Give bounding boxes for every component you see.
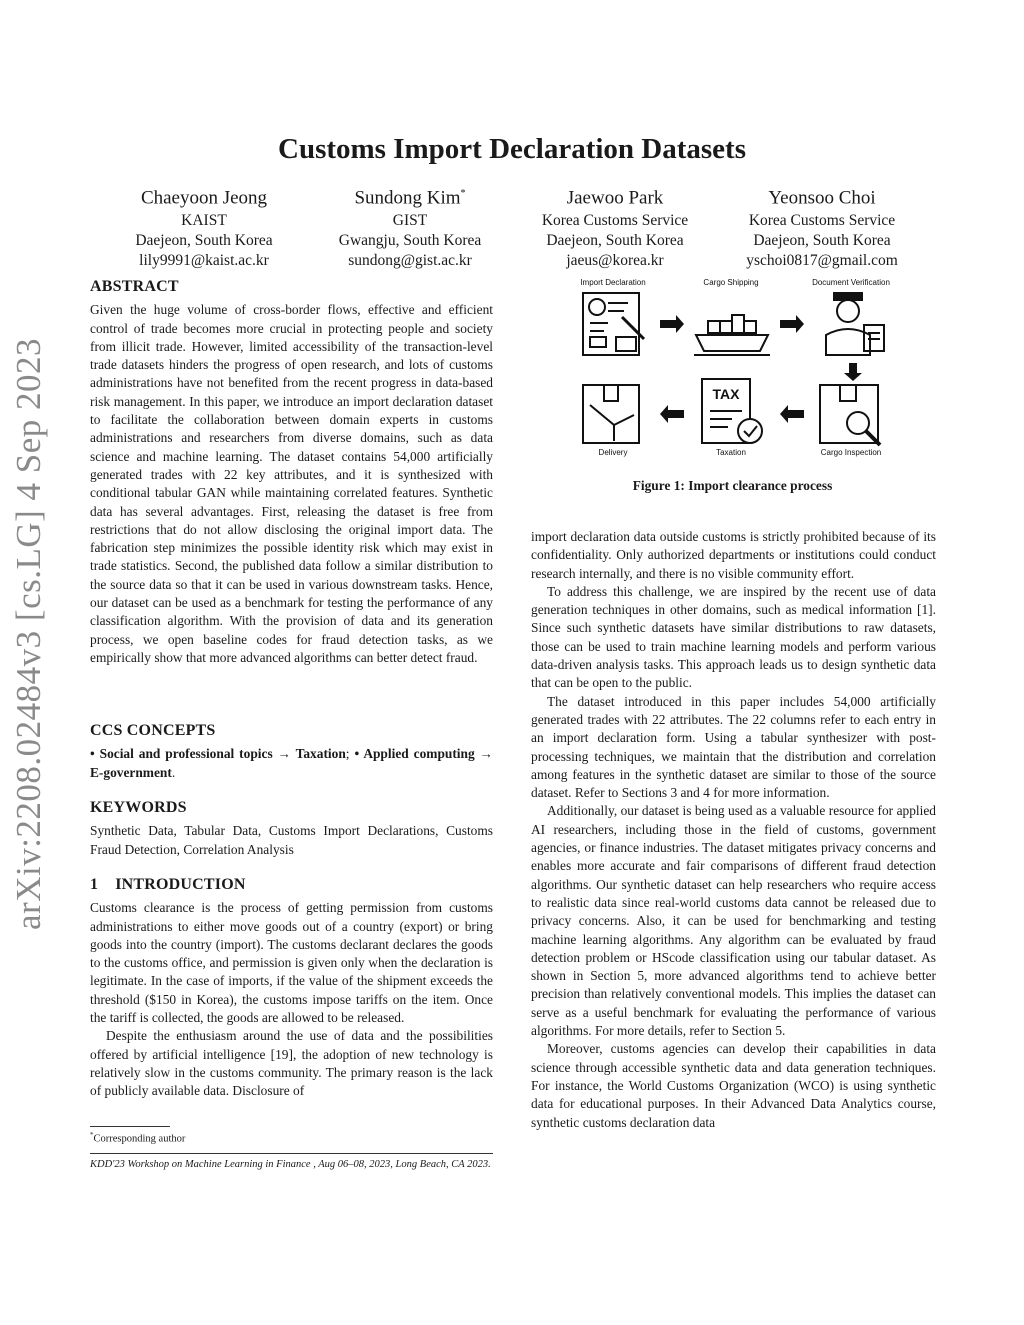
author-affiliation: KAIST	[181, 212, 227, 230]
author-block	[500, 180, 730, 271]
tax-label: TAX	[712, 386, 740, 402]
keywords-heading: KEYWORDS	[90, 799, 187, 816]
author-affiliation: Korea Customs Service	[748, 212, 896, 230]
author-name: Sundong Kim*	[354, 187, 466, 209]
author-name: Chaeyoon Jeong	[140, 187, 268, 209]
label-delivery: Delivery	[598, 448, 628, 457]
label-cargo-shipping: Cargo Shipping	[703, 278, 759, 287]
author-block	[89, 180, 319, 271]
arrow-right-icon	[660, 315, 684, 333]
figure-caption: Figure 1: Import clearance process	[632, 478, 833, 493]
keywords-text: Synthetic Data, Tabular Data, Customs Import Declarations, Customs Fraud Detection, Correlation Analysis	[90, 823, 493, 857]
author-location: Daejeon, South Korea	[753, 232, 891, 250]
abstract-text: Given the huge volume of cross-border flows, effective and efficient control of trade becomes more crucial in protecting people and society from illicit trade. However, limited accessibility of the transaction-level trade datasets hinders the progress of open research, and lots of customs administrations have not benefited from the recent progress in data-based risk management. In this paper, we introduce an import declaration dataset to facilitate the collaboration between domain experts in customs administrations and researchers from diverse domains, such as data science and machine learning. The dataset contains 54,000 artificially generated trades with 22 key attributes, and it is synthesized with conditional tabular GAN while maintaining correlated features. Synthetic data has several advantages. First, releasing the dataset is free from restrictions that do not allow disclosing the original import data. The fabrication step minimizes the possible identity risk which may exist in trade statistics. Second, the published data follow a similar distribution to the source data so that it can be used in various downstream tasks. Hence, our dataset can be used as a benchmark for testing the performance of any classification algorithm. With the provision of data and its generation process, we open baseline codes for fraud detection tasks, as we empirically show that more advanced algorithms can better detect fraud.	[90, 302, 493, 665]
arrow-left-icon	[660, 405, 684, 423]
footnote: *Corresponding author	[90, 1131, 186, 1145]
conference-note: KDD'23 Workshop on Machine Learning in Finance , Aug 06–08, 2023, Long Beach, CA 2023.	[90, 1159, 491, 1170]
right-column-text	[531, 528, 936, 1132]
intro-paragraph: Despite the enthusiasm around the use of data and the possibilities offered by artificial intelligence [19], the adoption of new technology is relatively slow in the customs community. The primary reason is the lack of publicly available data. Disclosure of	[90, 1028, 493, 1099]
customs-officer-icon	[826, 293, 884, 355]
arrow-right-icon	[780, 315, 804, 333]
author-location: Daejeon, South Korea	[135, 232, 273, 250]
label-import-declaration: Import Declaration	[580, 278, 646, 287]
author-location: Daejeon, South Korea	[546, 232, 684, 250]
footnote-divider	[90, 1126, 170, 1127]
ccs-heading: CCS CONCEPTS	[90, 722, 216, 739]
import-clearance-figure	[568, 275, 908, 465]
paper-title: Customs Import Declaration Datasets	[278, 133, 746, 165]
cargo-inspection-icon	[820, 385, 880, 445]
author-block	[707, 180, 937, 271]
author-affiliation: Korea Customs Service	[541, 212, 689, 230]
ccs-text: • Social and professional topics → Taxation; • Applied computing → E-government.	[90, 746, 493, 780]
conference-divider	[90, 1153, 493, 1154]
delivery-box-icon	[583, 385, 639, 443]
cargo-ship-icon	[694, 315, 770, 355]
author-name: Jaewoo Park	[566, 187, 664, 209]
body-paragraph: To address this challenge, we are inspired by the recent use of data generation techniques in other domains, such as medical information [1]. Since such synthetic datasets have similar distributions to raw datasets, those can be used to train machine learning models and perform various data-driven analysis tasks. This approach leads us to design synthetic data that can be open to the public.	[531, 583, 936, 691]
body-paragraph: Additionally, our dataset is being used as a valuable resource for applied AI researchers, including those in the field of customs, government agencies, or finance industries. The dataset mitigates privacy concerns and enables more accurate and fair comparisons of different fraud detection algorithms. Our synthetic dataset can help researchers who require access to realistic data since real-world customs data cannot be released due to privacy concerns. Also, it can be used for benchmarking and testing machine learning algorithms. Any algorithm can be evaluated by fraud detection problem or HScode classification using our tabular dataset. As shown in Section 5, more advanced algorithms tend to achieve better precision than relatively conventional models. This implies the dataset can serve as a useful benchmark for evaluating the performance of various algorithms. For more details, refer to Section 5.	[531, 803, 936, 1039]
arrow-down-icon	[844, 363, 862, 381]
body-paragraph: Moreover, customs agencies can develop their capabilities in data science through accessible synthetic data and data generation techniques. For instance, the World Customs Organization (WCO) is using synthetic data for educational purposes. In their Advanced Data Analytics course, synthetic customs declaration data	[531, 1041, 936, 1130]
keywords-section	[90, 799, 493, 859]
abstract-heading: ABSTRACT	[90, 278, 179, 295]
body-paragraph: import declaration data outside customs is strictly prohibited because of its confidentiality. Only authorized departments or institutions could conduct research internally, and there is no visible community effort.	[531, 529, 936, 581]
arxiv-identifier: arXiv:2208.02484v3 [cs.LG] 4 Sep 2023	[9, 337, 48, 930]
body-paragraph: The dataset introduced in this paper includes 54,000 artificially generated trades with 22 attributes. The 22 columns refer to each entry in an import declaration form. Using a tabular synthesizer with post-processing techniques, we maintain that the distribution and correlation among features in the synthetic dataset are similar to those of the source dataset. Refer to Sections 3 and 4 for more information.	[531, 693, 936, 801]
introduction-heading: 1 INTRODUCTION	[90, 876, 246, 893]
label-document-verification: Document Verification	[812, 278, 890, 287]
author-email: jaeus@korea.kr	[566, 252, 664, 270]
introduction-section	[90, 876, 493, 1101]
intro-paragraph: Customs clearance is the process of getting permission from customs administrations to either move goods out of a country (export) or bring goods into the country (import). The customs declarant declares the goods to the customs office, and permission is given only when the declaration is legitimate. In the case of imports, if the value of the shipment exceeds the threshold ($150 in Korea), the customs impose tariffs on the item. Once the tariff is collected, the goods are allowed to be released.	[90, 900, 493, 1026]
arrow-left-icon	[780, 405, 804, 423]
author-location: Gwangju, South Korea	[338, 232, 482, 250]
abstract-section	[90, 278, 493, 667]
author-affiliation: GIST	[392, 212, 428, 230]
label-cargo-inspection: Cargo Inspection	[820, 448, 882, 457]
author-email: yschoi0817@gmail.com	[746, 252, 898, 270]
author-email: lily9991@kaist.ac.kr	[139, 252, 269, 270]
label-taxation: Taxation	[716, 448, 746, 457]
author-block	[295, 180, 525, 271]
ccs-section	[90, 722, 493, 782]
author-email: sundong@gist.ac.kr	[348, 252, 472, 270]
author-name: Yeonsoo Choi	[768, 187, 876, 209]
import-declaration-icon	[583, 293, 644, 355]
